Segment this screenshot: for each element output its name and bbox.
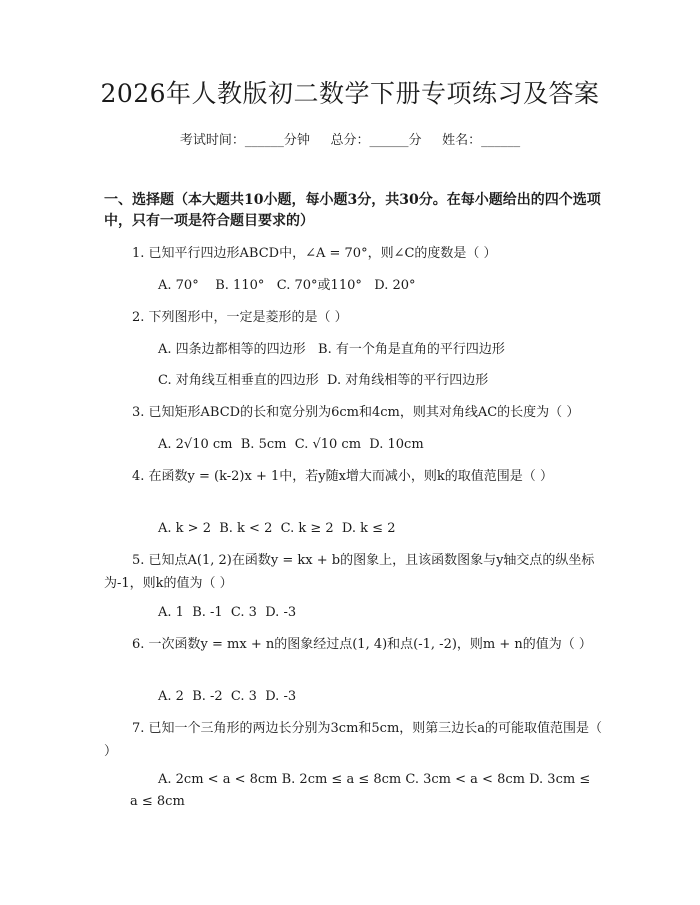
- question-2-stem: 2. 下列图形中，一定是菱形的是（ ）: [132, 310, 348, 325]
- question-2-options-row2: C. 对角线互相垂直的四边形 D. 对角线相等的平行四边形: [158, 373, 489, 388]
- question-7-options: A. 2cm < a < 8cm B. 2cm ≤ a ≤ 8cm C. 3cm < a < 8cm D. 3cm ≤ a ≤ 8cm: [130, 772, 591, 809]
- question-7-stem: 7. 已知一个三角形的两边长分别为3cm和5cm，则第三边长a的可能取值范围是（ ）: [104, 721, 603, 759]
- question-1-stem: 1. 已知平行四边形ABCD中，∠A = 70°，则∠C的度数是（ ）: [132, 246, 497, 261]
- question-5-stem: 5. 已知点A(1, 2)在函数y = kx + b的图象上，且该函数图象与y轴交点的纵坐标为-1，则k的值为（ ）: [104, 553, 595, 591]
- question-5-options: A. 1 B. -1 C. 3 D. -3: [158, 605, 297, 620]
- question-3-options: A. 2√10 cm B. 5cm C. √10 cm D. 10cm: [158, 437, 424, 452]
- question-3-stem: 3. 已知矩形ABCD的长和宽分别为6cm和4cm，则其对角线AC的长度为（ ）: [132, 405, 580, 420]
- question-6-options: A. 2 B. -2 C. 3 D. -3: [158, 689, 297, 704]
- question-6-stem: 6. 一次函数y = mx + n的图象经过点(1, 4)和点(-1, -2)，则m + n的值为（ ）: [132, 637, 592, 652]
- question-2-options-row1: A. 四条边都相等的四边形 B. 有一个角是直角的平行四边形: [158, 342, 505, 357]
- section-heading: 一、选择题（本大题共10小题，每小题3分，共30分。在每小题给出的四个选项中，只有一项是符合题目要求的）: [104, 192, 601, 229]
- exam-info-line: 考试时间：______分钟 总分：______分 姓名：______: [179, 133, 521, 148]
- question-4-stem: 4. 在函数y = (k-2)x + 1中，若y随x增大而减小，则k的取值范围是（ ）: [132, 469, 553, 484]
- page-title: 2026年人教版初二数学下册专项练习及答案: [100, 79, 600, 108]
- question-4-options: A. k > 2 B. k < 2 C. k ≥ 2 D. k ≤ 2: [158, 521, 396, 536]
- question-1-options: A. 70° B. 110° C. 70°或110° D. 20°: [158, 278, 416, 293]
